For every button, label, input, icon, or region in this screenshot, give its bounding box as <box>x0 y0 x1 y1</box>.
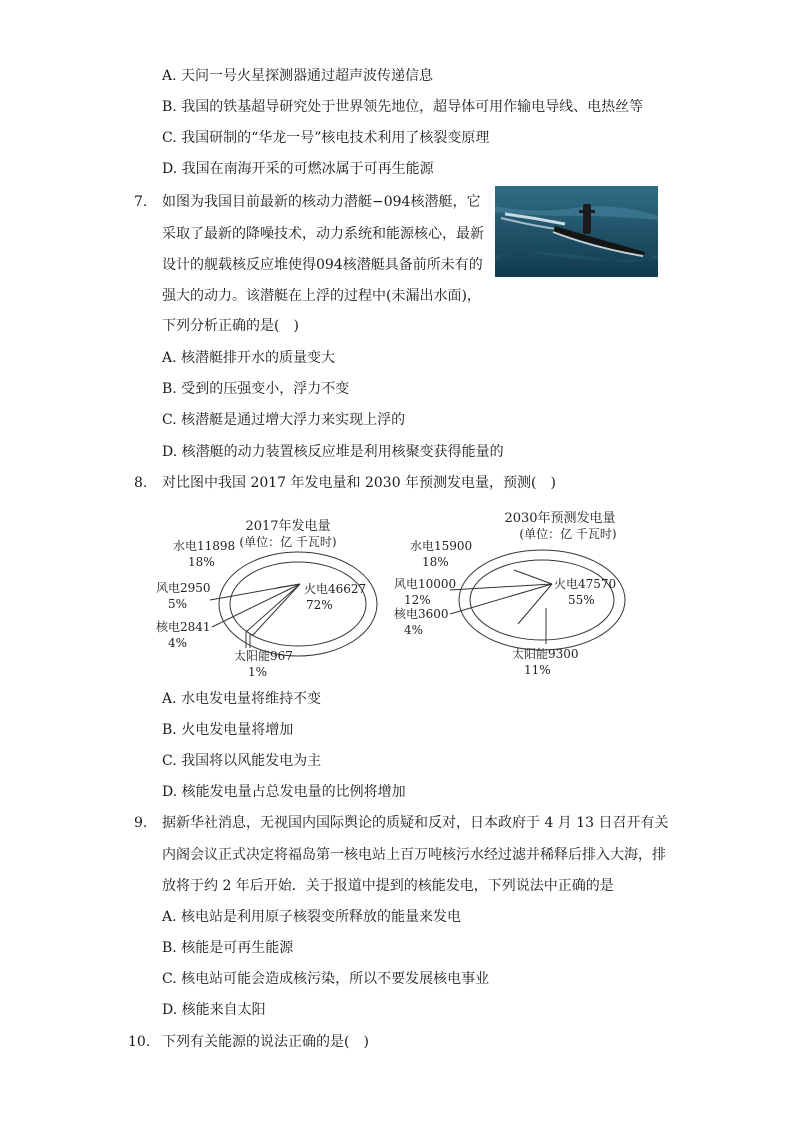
chart-2030-percent-nuclear: 4% <box>404 623 424 637</box>
chart-2017-subtitle: (单位：亿 千瓦时) <box>239 535 337 549</box>
chart-2030-leader-solar <box>518 584 552 624</box>
chart-2017-percent-thermal: 72% <box>306 598 333 612</box>
q7-option-a: A. 核潜艇排开水的质量变大 <box>162 350 336 366</box>
q7-option-d: D. 核潜艇的动力装置核反应堆是利用核聚变获得能量的 <box>162 444 504 460</box>
pie-chart-2017 <box>150 508 390 688</box>
chart-2017-leader-nuclear <box>212 584 300 627</box>
chart-2030-title: 2030年预测发电量 <box>504 511 616 526</box>
chart-2017-leader-solar <box>246 584 300 632</box>
chart-2017-label-hydro: 水电11898 <box>173 539 236 553</box>
q9-option-d: D. 核能来自太阳 <box>162 1002 266 1018</box>
chart-2017-title: 2017年发电量 <box>245 519 331 534</box>
q8-option-b: B. 火电发电量将增加 <box>162 722 294 738</box>
q8-option-a: A. 水电发电量将维持不变 <box>162 691 322 707</box>
chart-2030-label-thermal: 火电47570 <box>554 577 617 591</box>
q7-stem-line-2: 采取了最新的降噪技术，动力系统和能源核心，最新 <box>162 226 484 242</box>
chart-2030-percent-thermal: 55% <box>568 593 595 607</box>
chart-2017-leader-solar-2 <box>252 584 300 636</box>
q7-option-b: B. 受到的压强变小，浮力不变 <box>162 381 350 397</box>
q6-option-a: A. 天问一号火星探测器通过超声波传递信息 <box>162 68 434 84</box>
pie-chart-2030 <box>392 504 652 688</box>
chart-2030-label-wind: 风电10000 <box>394 577 457 591</box>
chart-2030-subtitle: (单位：亿 千瓦时) <box>519 527 617 541</box>
chart-2017-label-thermal: 火电46627 <box>304 582 367 596</box>
chart-2030-outer-ring <box>459 550 625 650</box>
chart-2017-inner-ring <box>230 562 366 646</box>
chart-2030-percent-wind: 12% <box>404 593 431 607</box>
q9-stem-line-3: 放将于约 2 年后开始．关于报道中提到的核能发电，下列说法中正确的是 <box>162 878 614 894</box>
chart-2017-label-nuclear: 核电2841 <box>156 620 211 634</box>
q9-stem-line-1: 据新华社消息，无视国内国际舆论的质疑和反对，日本政府于 4 月 13 日召开有关 <box>162 815 669 831</box>
chart-2017-percent-nuclear: 4% <box>168 636 188 650</box>
q6-option-d: D. 我国在南海开采的可燃冰属于可再生能源 <box>162 161 434 177</box>
chart-2017-label-solar: 太阳能967 <box>234 649 293 663</box>
q8-option-d: D. 核能发电量占总发电量的比例将增加 <box>162 784 406 800</box>
q6-option-b: B. 我国的铁基超导研究处于世界领先地位，超导体可用作输电导线、电热丝等 <box>162 99 644 115</box>
q7-option-c: C. 核潜艇是通过增大浮力来实现上浮的 <box>162 412 406 428</box>
q6-option-c: C. 我国研制的“华龙一号”核电技术利用了核裂变原理 <box>162 130 490 146</box>
chart-2030-label-solar: 太阳能9300 <box>512 647 579 661</box>
chart-2017-percent-wind: 5% <box>168 597 188 611</box>
q7-stem-line-1: 如图为我国目前最新的核动力潜艇−094核潜艇，它 <box>162 194 481 210</box>
q8-number: 8. <box>134 475 148 491</box>
q9-number: 9. <box>134 815 148 831</box>
q7-stem-line-3: 设计的舰载核反应堆使得094核潜艇具备前所未有的 <box>162 257 483 273</box>
chart-2030-label-hydro: 水电15900 <box>410 539 473 553</box>
chart-2030-label-nuclear: 核电3600 <box>394 607 449 621</box>
chart-2030-percent-hydro: 18% <box>422 555 449 569</box>
q7-stem-line-5: 下列分析正确的是( ) <box>162 318 299 334</box>
q7-stem-line-4: 强大的动力。该潜艇在上浮的过程中(未漏出水面)， <box>162 288 481 304</box>
q8-option-c: C. 我国将以风能发电为主 <box>162 753 322 769</box>
q9-stem-line-2: 内阁会议正式决定将福岛第一核电站上百万吨核污水经过滤并稀释后排入大海，排 <box>162 847 666 863</box>
chart-2017-percent-solar: 1% <box>248 665 268 679</box>
q9-option-c: C. 核电站可能会造成核污染，所以不要发展核电事业 <box>162 971 490 987</box>
q7-number: 7. <box>134 194 148 210</box>
q9-option-a: A. 核电站是利用原子核裂变所释放的能量来发电 <box>162 909 462 925</box>
chart-2030-percent-solar: 11% <box>524 663 551 677</box>
submarine-photo <box>495 186 658 277</box>
chart-2030-leader-nuclear <box>450 584 552 614</box>
q10-stem: 下列有关能源的说法正确的是( ) <box>162 1034 369 1050</box>
chart-2030-leader-wind <box>450 584 552 590</box>
chart-2017-outer-ring <box>219 552 377 656</box>
chart-2017-label-wind: 风电2950 <box>156 581 211 595</box>
chart-2017-percent-hydro: 18% <box>188 555 215 569</box>
q9-option-b: B. 核能是可再生能源 <box>162 940 294 956</box>
chart-2030-leader-hydro <box>514 570 552 584</box>
q8-stem: 对比图中我国 2017 年发电量和 2030 年预测发电量，预测( ) <box>162 475 556 491</box>
q10-number: 10. <box>128 1034 151 1050</box>
